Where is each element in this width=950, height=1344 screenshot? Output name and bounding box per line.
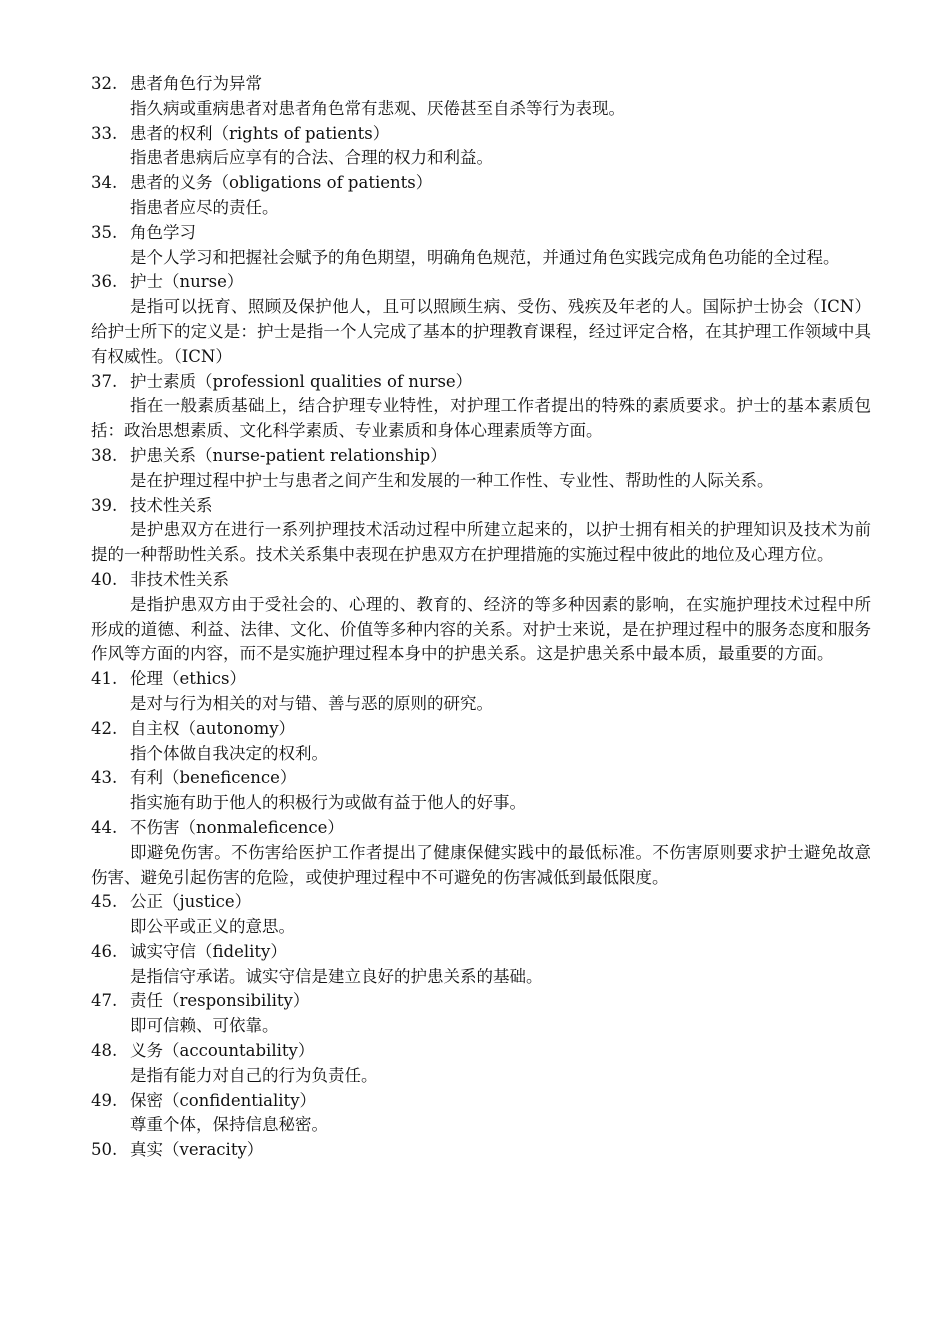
- term-title: 真实（veracity）: [130, 1140, 264, 1160]
- term-title: 护患关系（nurse-patient relationship）: [130, 445, 447, 465]
- term-number: 32.: [91, 74, 118, 93]
- entry-50: [91, 1138, 871, 1163]
- term-title: 护士素质（professionl qualities of nurse）: [130, 371, 473, 391]
- term-definition: 即公平或正义的意思。: [130, 917, 295, 937]
- term-title: 角色学习: [130, 222, 196, 242]
- term-definition: 指患者应尽的责任。: [130, 197, 279, 217]
- term-definition: 指个体做自我决定的权利。: [130, 743, 328, 763]
- term-definition: 是护患双方在进行一系列护理技术活动过程中所建立起来的，以护士拥有相关的护理知识及技术为前提的一种帮助性关系。技术关系集中表现在护患双方在护理措施的实施过程中彼此的地位及心理方位。: [91, 520, 871, 565]
- entry-44: [91, 816, 871, 890]
- term-number: 37.: [91, 371, 118, 391]
- term-number: 34.: [91, 173, 118, 193]
- term-heading: [91, 766, 871, 791]
- entry-34: [91, 171, 871, 221]
- term-title: 责任（responsibility）: [130, 991, 310, 1011]
- entry-32: [91, 72, 871, 122]
- entry-42: [91, 717, 871, 767]
- entry-38: [91, 444, 871, 494]
- term-number: 38.: [91, 445, 118, 465]
- term-heading: [91, 1039, 871, 1064]
- entry-48: [91, 1039, 871, 1089]
- term-definition: 是指可以抚育、照顾及保护他人，且可以照顾生病、受伤、残疾及年老的人。国际护士协会（ICN）给护士所下的定义是：护士是指一个人完成了基本的护理教育课程，经过评定合格，在其护理工作领域中具有权威性。（ICN）: [91, 297, 871, 366]
- term-heading: [91, 221, 871, 246]
- entry-33: [91, 122, 871, 172]
- term-number: 50.: [91, 1140, 118, 1160]
- term-number: 36.: [91, 272, 118, 292]
- term-number: 41.: [91, 669, 118, 689]
- term-definition: 是指护患双方由于受社会的、心理的、教育的、经济的等多种因素的影响，在实施护理技术过程中所形成的道德、利益、法律、文化、价值等多种内容的关系。对护士来说，是在护理过程中的服务态度和服务作风等方面的内容，而不是实施护理过程本身中的护患关系。这是护患关系中最本质，最重要的方面。: [91, 594, 871, 664]
- term-heading: [91, 270, 871, 295]
- term-title: 患者角色行为异常: [130, 74, 262, 93]
- term-heading: [91, 494, 871, 519]
- term-definition: 是个人学习和把握社会赋予的角色期望，明确角色规范，并通过角色实践完成角色功能的全过程。: [130, 247, 840, 267]
- term-title: 非技术性关系: [130, 569, 229, 589]
- term-title: 患者的权利（rights of patients）: [130, 123, 390, 143]
- term-heading: [91, 171, 871, 196]
- term-title: 诚实守信（fidelity）: [130, 941, 287, 961]
- term-title: 患者的义务（obligations of patients）: [130, 173, 433, 193]
- term-number: 42.: [91, 718, 118, 738]
- term-definition: 即可信赖、可依靠。: [130, 1016, 279, 1036]
- term-definition: 尊重个体，保持信息秘密。: [130, 1115, 328, 1135]
- term-heading: [91, 816, 871, 841]
- entry-43: [91, 766, 871, 816]
- term-title: 公正（justice）: [130, 892, 252, 912]
- term-number: 45.: [91, 892, 118, 912]
- term-heading: [91, 940, 871, 965]
- term-number: 48.: [91, 1041, 118, 1061]
- term-number: 35.: [91, 222, 118, 242]
- term-number: 47.: [91, 991, 118, 1011]
- entry-37: [91, 370, 871, 444]
- term-number: 39.: [91, 495, 118, 515]
- term-title: 自主权（autonomy）: [130, 718, 296, 738]
- entry-35: [91, 221, 871, 271]
- term-number: 40.: [91, 569, 118, 589]
- term-title: 保密（confidentiality）: [130, 1090, 317, 1110]
- term-heading: [91, 370, 871, 395]
- term-heading: [91, 72, 871, 97]
- term-heading: [91, 989, 871, 1014]
- term-definition: 是对与行为相关的对与错、善与恶的原则的研究。: [130, 693, 493, 713]
- term-heading: [91, 444, 871, 469]
- term-heading: [91, 1138, 871, 1163]
- term-definition: 是指信守承诺。诚实守信是建立良好的护患关系的基础。: [130, 966, 543, 986]
- entry-41: [91, 667, 871, 717]
- term-title: 有利（beneficence）: [130, 768, 297, 788]
- term-number: 43.: [91, 768, 118, 788]
- term-definition: 指在一般素质基础上，结合护理专业特性，对护理工作者提出的特殊的素质要求。护士的基本素质包括：政治思想素质、文化科学素质、专业素质和身体心理素质等方面。: [91, 396, 871, 441]
- term-heading: [91, 122, 871, 147]
- term-title: 伦理（ethics）: [130, 669, 247, 689]
- entry-39: [91, 494, 871, 568]
- entry-40: [91, 568, 871, 667]
- entry-49: [91, 1089, 871, 1139]
- term-heading: [91, 667, 871, 692]
- term-heading: [91, 717, 871, 742]
- term-definition: 是指有能力对自己的行为负责任。: [130, 1065, 378, 1085]
- term-number: 49.: [91, 1090, 118, 1110]
- term-title: 义务（accountability）: [130, 1041, 315, 1061]
- term-definition: 指患者患病后应享有的合法、合理的权力和利益。: [130, 148, 493, 168]
- term-number: 33.: [91, 123, 118, 143]
- entry-47: [91, 989, 871, 1039]
- entry-46: [91, 940, 871, 990]
- entry-36: [91, 270, 871, 369]
- term-number: 44.: [91, 817, 118, 837]
- term-definition: 指实施有助于他人的积极行为或做有益于他人的好事。: [130, 793, 526, 813]
- term-heading: [91, 1089, 871, 1114]
- entry-45: [91, 890, 871, 940]
- term-heading: [91, 890, 871, 915]
- term-title: 技术性关系: [130, 495, 213, 515]
- term-definition: 即避免伤害。不伤害给医护工作者提出了健康保健实践中的最低标准。不伤害原则要求护士避免故意伤害、避免引起伤害的危险，或使护理过程中不可避免的伤害减低到最低限度。: [91, 842, 871, 887]
- term-definition: 指久病或重病患者对患者角色常有悲观、厌倦甚至自杀等行为表现。: [130, 98, 625, 118]
- document-page: [91, 72, 871, 1163]
- term-title: 护士（nurse）: [130, 272, 244, 292]
- term-title: 不伤害（nonmaleficence）: [130, 817, 344, 837]
- term-number: 46.: [91, 941, 118, 961]
- term-heading: [91, 568, 871, 593]
- term-definition: 是在护理过程中护士与患者之间产生和发展的一种工作性、专业性、帮助性的人际关系。: [130, 470, 774, 490]
